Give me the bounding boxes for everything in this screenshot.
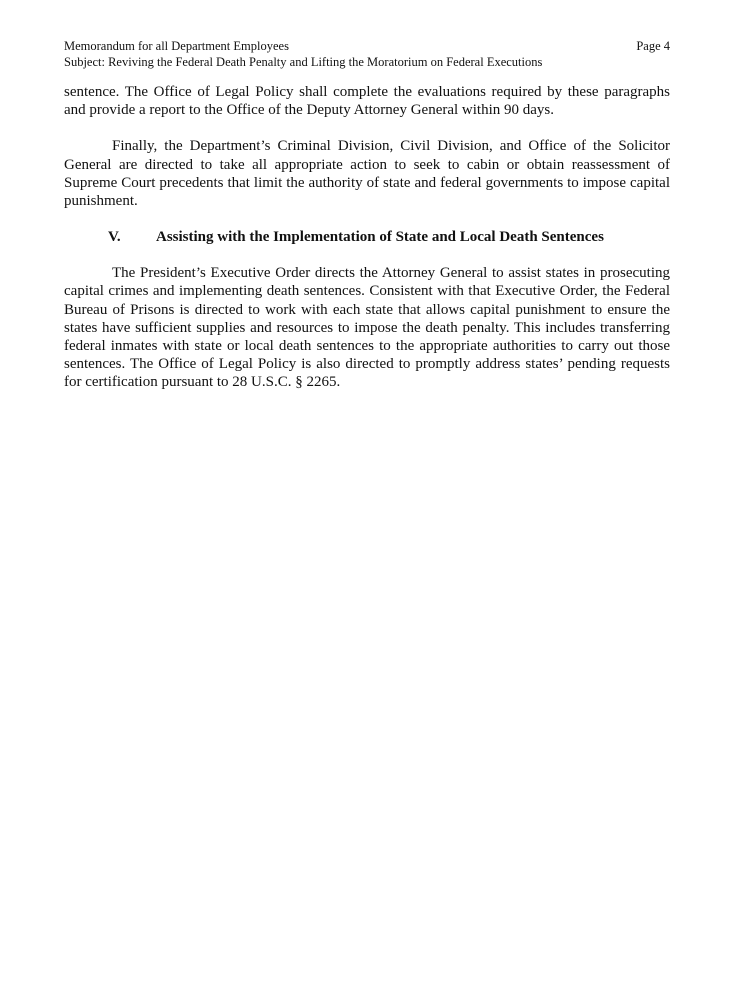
memo-subject: Subject: Reviving the Federal Death Penalty and Lifting the Moratorium on Federal Executions [64, 55, 543, 69]
section-title: Assisting with the Implementation of State and Local Death Sentences [156, 229, 604, 246]
page-number: Page 4 [636, 39, 670, 53]
memo-recipient: Memorandum for all Department Employees [64, 39, 289, 53]
memo-body [64, 83, 670, 392]
section-heading [64, 228, 670, 246]
section-number: V. [108, 229, 121, 246]
paragraph-continuation: sentence. The Office of Legal Policy shall complete the evaluations required by these paragraphs and provide a report to the Office of the Deputy Attorney General within 90 days. [64, 84, 670, 119]
paragraph-spacer [64, 119, 670, 137]
paragraph-spacer [64, 210, 670, 228]
paragraph-spacer [64, 246, 670, 264]
paragraph-executive-order: The President’s Executive Order directs the Attorney General to assist states in prosecuting capital crimes and implementing death sentences. Consistent with that Executive Order, the Federal Bureau of Prisons is directed to work with each state that allows capital punishment to ensure the states have sufficient supplies and resources to impose the death penalty. This includes transferring federal inmates with state or local death sentences to the appropriate authorities to carry out those sentences. The Office of Legal Policy is also directed to promptly address states’ pending requests for certification pursuant to 28 U.S.C. § 2265. [64, 265, 670, 391]
header-row [64, 38, 670, 54]
page-header [64, 38, 670, 70]
paragraph-finally: Finally, the Department’s Criminal Division, Civil Division, and Office of the Solicitor General are directed to take all appropriate action to seek to cabin or obtain reassessment of Supreme Court precedents that limit the authority of state and federal governments to impose capital punishment. [64, 138, 670, 210]
